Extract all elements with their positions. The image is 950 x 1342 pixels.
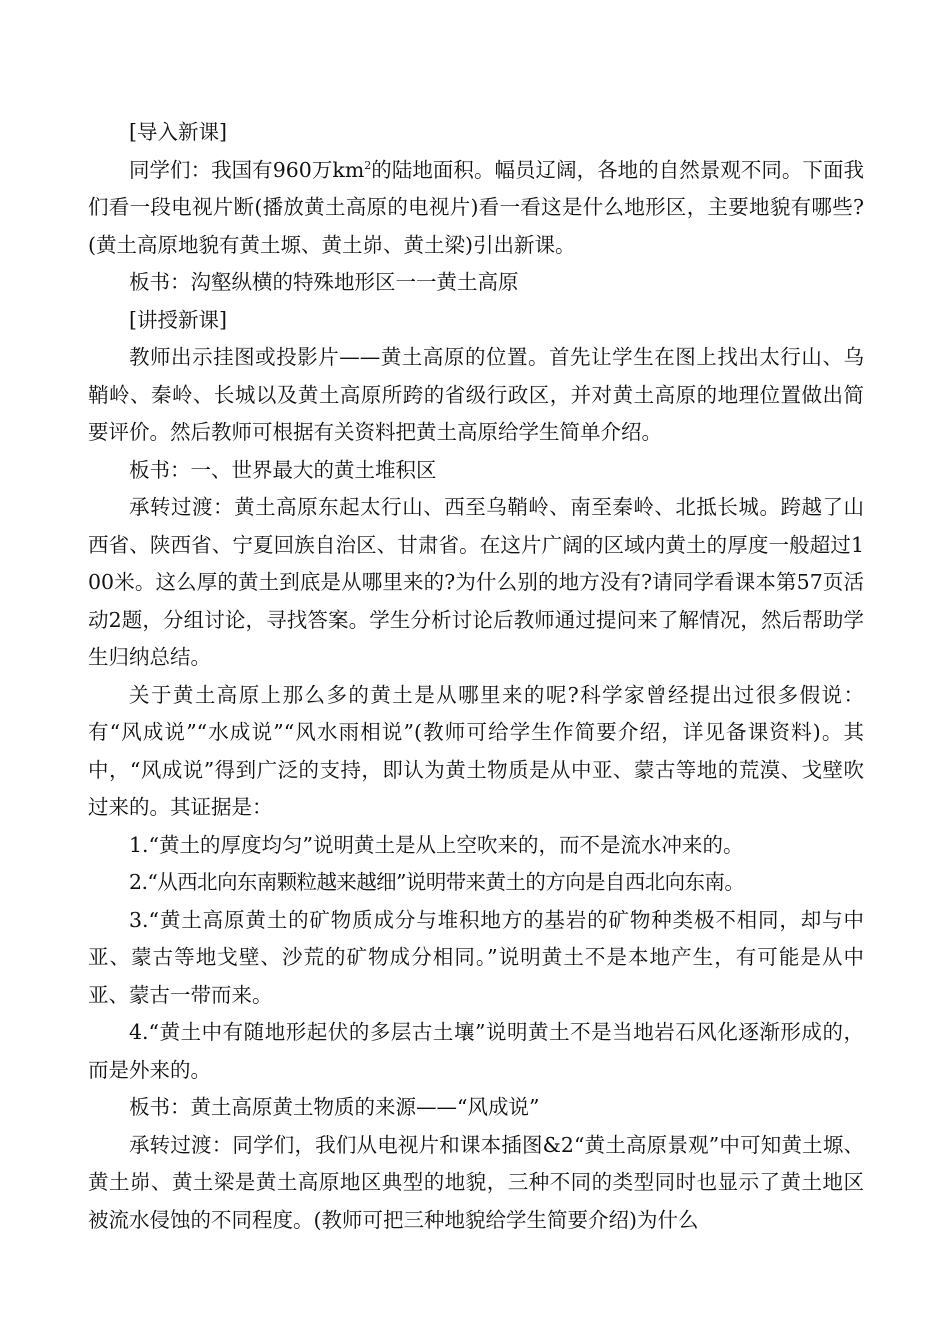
superscript-2: 2 xyxy=(364,158,372,172)
paragraph-intro-end: 的陆地面积。幅员辽阔，各地的自然景观不同。下面我们看一段电视片断(播放黄土高原的电视片)看一看这是什么地形区，主要地貌有哪些?(黄土高原地貌有黄土塬、黄土峁、黄土梁)引出新课。 xyxy=(88,157,864,257)
paragraph-intro xyxy=(88,152,864,265)
paragraph-hypotheses: 关于黄土高原上那么多的黄土是从哪里来的呢?科学家曾经提出过很多假说：有“风成说”“水成说”“风水雨相说”(教师可给学生作简要介绍，详见备课资料)。其中，“风成说”得到广泛的支持，即认为黄土物质是从中亚、蒙古等地的荒漠、戈壁吹过来的。其证据是： xyxy=(88,682,864,819)
evidence-item-4: 4.“黄土中有随地形起伏的多层古土壤”说明黄土不是当地岩石风化逐渐形成的，而是外来的。 xyxy=(88,1020,864,1082)
paragraph-transition-2: 承转过渡：同学们，我们从电视片和课本插图&2“黄土高原景观”中可知黄土塬、黄土峁、黄土梁是黄土高原地区典型的地貌，三种不同的类型同时也显示了黄土地区被流水侵蚀的不同程度。(教师可把三种地貌给学生简要介绍)为什么 xyxy=(88,1132,864,1232)
board-note-loess-area: 板书：一、世界最大的黄土堆积区 xyxy=(129,457,437,482)
evidence-item-1: 1.“黄土的厚度均匀”说明黄土是从上空吹来的，而不是流水冲来的。 xyxy=(129,832,744,857)
document-page xyxy=(88,114,864,1239)
paragraph-intro-start: 同学们：我国有960万km xyxy=(129,157,365,182)
paragraph-transition-1: 承转过渡：黄土高原东起太行山、西至乌鞘岭、南至秦岭、北抵长城。跨越了山西省、陕西省、宁夏回族自治区、甘肃省。在这片广阔的区域内黄土的厚度一般超过100米。这么厚的黄土到底是从哪里来的?为什么别的地方没有?请同学看课本第57页活动2题，分组讨论，寻找答案。学生分析讨论后教师通过提问来了解情况，然后帮助学生归纳总结。 xyxy=(88,495,864,669)
section-heading-intro: [导入新课] xyxy=(129,120,227,144)
paragraph-location: 教师出示挂图或投影片——黄土高原的位置。首先让学生在图上找出太行山、乌鞘岭、秦岭、长城以及黄土高原所跨的省级行政区，并对黄土高原的地理位置做出简要评价。然后教师可根据有关资料把黄土高原给学生简单介绍。 xyxy=(88,345,864,444)
board-note-wind-theory: 板书：黄土高原黄土物质的来源——“风成说” xyxy=(129,1095,540,1119)
evidence-item-3: 3.“黄土高原黄土的矿物质成分与堆积地方的基岩的矿物种类极不相同，却与中亚、蒙古等地戈壁、沙荒的矿物成分相同。”说明黄土不是本地产生，有可能是从中亚、蒙古一带而来。 xyxy=(88,907,864,1007)
evidence-item-2: 2.“从西北向东南颗粒越来越细”说明带来黄土的方向是自西北向东南。 xyxy=(129,870,745,894)
section-heading-lecture: [讲授新课] xyxy=(129,307,227,332)
board-note-title: 板书：沟壑纵横的特殊地形区一一黄土高原 xyxy=(129,270,519,294)
